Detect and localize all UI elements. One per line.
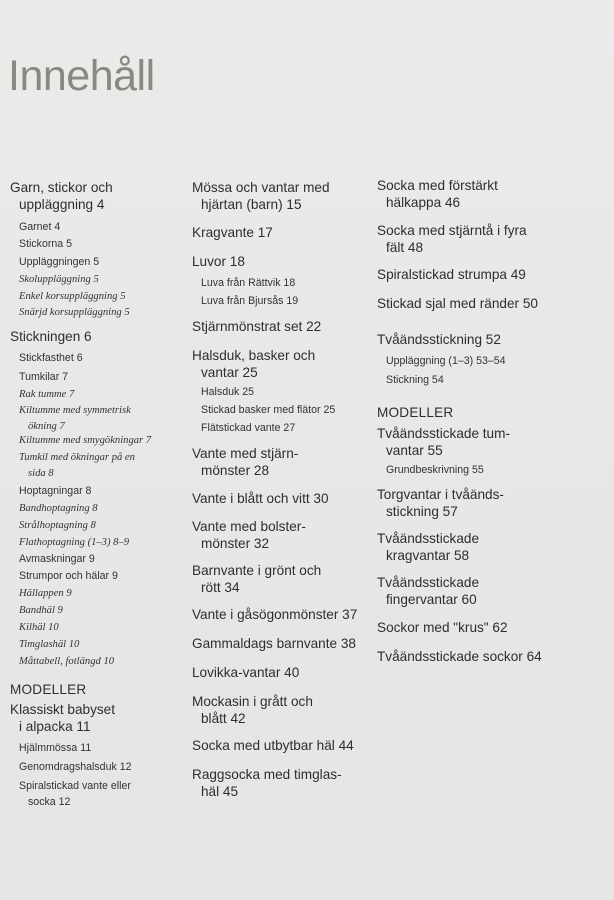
toc-subentry <box>10 305 197 321</box>
toc-entry-line: Halsduk, basker och <box>192 348 316 363</box>
toc-subentry <box>10 237 197 253</box>
toc-entry-line: Tvåändsstickning 52 <box>377 332 501 347</box>
toc-entry <box>192 738 374 755</box>
toc-subentry <box>377 463 586 479</box>
toc-entry-line: Flathoptagning (1–3) 8–9 <box>19 537 130 548</box>
toc-entry-line: Strålhoptagning 8 <box>19 520 96 531</box>
toc-entry-line: Socka med förstärkt <box>377 178 498 193</box>
toc-entry-line: hälkappa 46 <box>386 194 461 210</box>
toc-entry-line: Hjälmmössa 11 <box>19 742 92 754</box>
toc-entry-line: Stickad basker med flätor 25 <box>201 404 336 416</box>
toc-entry <box>377 487 577 520</box>
toc-entry-line: Stickorna 5 <box>19 238 72 250</box>
toc-entry-line: Tumkilar 7 <box>19 371 69 383</box>
toc-entry-line: Bandhäl 9 <box>19 605 63 616</box>
toc-entry-line: Strumpor och hälar 9 <box>19 570 118 582</box>
toc-subentry <box>10 255 197 271</box>
toc-entry <box>192 491 374 508</box>
toc-entry-line: Sockor med "krus" 62 <box>377 620 508 635</box>
toc-subentry <box>10 779 197 811</box>
toc-subentry <box>10 552 197 568</box>
toc-entry-line: Kilhäl 10 <box>19 622 59 633</box>
toc-subentry <box>10 620 197 636</box>
toc-entry <box>377 332 577 349</box>
toc-subentry <box>192 421 383 437</box>
toc-entry <box>192 446 374 479</box>
toc-subentry <box>10 289 197 305</box>
toc-entry-line: Avmaskningar 9 <box>19 553 95 565</box>
toc-entry-line: Hällappen 9 <box>19 588 72 599</box>
toc-entry-line: Vante med stjärn- <box>192 446 299 461</box>
toc-entry-line: vantar 55 <box>386 442 443 458</box>
toc-entry <box>10 702 188 735</box>
toc-entry-line: mönster 32 <box>201 535 270 551</box>
toc-entry <box>192 254 374 271</box>
toc-entry-line: Genomdragshalsduk 12 <box>19 761 132 773</box>
toc-entry <box>10 329 188 346</box>
toc-entry <box>377 178 577 211</box>
toc-entry-line: stickning 57 <box>386 503 458 519</box>
toc-subentry <box>192 403 383 419</box>
toc-entry-line: Kragvante 17 <box>192 225 273 240</box>
toc-entry-line: vantar 25 <box>201 364 258 380</box>
toc-entry-line: Enkel korsuppläggning 5 <box>19 291 126 302</box>
page-title: Innehåll <box>8 52 155 100</box>
toc-entry-line: MODELLER <box>377 405 454 420</box>
toc-entry-line: Skoluppläggning 5 <box>19 274 99 285</box>
toc-entry <box>377 296 577 313</box>
toc-subentry <box>10 760 197 776</box>
toc-subentry <box>10 535 197 551</box>
toc-subentry <box>10 654 197 670</box>
toc-entry-line: Spiralstickad vante eller <box>19 780 131 792</box>
toc-entry-line: Garnet 4 <box>19 221 61 233</box>
toc-subentry <box>10 272 197 288</box>
toc-entry-line: Tvåändsstickade <box>377 575 480 590</box>
toc-subentry <box>10 569 197 585</box>
toc-entry-line: Kiltumme med symmetrisk <box>19 405 131 416</box>
toc-entry-line: häl 45 <box>201 783 239 799</box>
toc-entry-line: Mockasin i grått och <box>192 694 313 709</box>
toc-entry-line: MODELLER <box>10 682 87 697</box>
toc-subentry <box>10 501 197 517</box>
toc-entry-line: Kiltumme med smygökningar 7 <box>19 435 152 446</box>
toc-entry-line: Tvåändsstickade <box>377 531 480 546</box>
toc-entry-line: Timglashäl 10 <box>19 639 80 650</box>
toc-entry-line: blått 42 <box>201 710 246 726</box>
toc-entry <box>377 426 577 459</box>
toc-entry-line: ökning 7 <box>28 420 65 432</box>
toc-entry-line: Måttabell, fotlängd 10 <box>19 656 115 667</box>
toc-entry <box>377 575 577 608</box>
toc-entry <box>192 665 374 682</box>
toc-entry-line: Garn, stickor och <box>10 180 113 195</box>
toc-entry-line: Tvåändsstickade tum- <box>377 426 510 441</box>
toc-subentry <box>192 385 383 401</box>
toc-entry-line: mönster 28 <box>201 462 270 478</box>
toc-entry-line: kragvantar 58 <box>386 547 470 563</box>
toc-entry-line: socka 12 <box>28 795 71 808</box>
toc-subentry <box>10 351 197 367</box>
toc-subentry <box>377 354 586 370</box>
toc-entry-line: Bandhoptagning 8 <box>19 503 98 514</box>
toc-entry-line: Stickning 54 <box>386 374 444 386</box>
toc-entry-line: Tvåändsstickade sockor 64 <box>377 649 542 664</box>
toc-entry-line: Snärjd korsuppläggning 5 <box>19 307 130 318</box>
toc-entry-line: Vante med bolster- <box>192 519 306 534</box>
toc-entry <box>377 223 577 256</box>
toc-subentry <box>192 276 383 292</box>
toc-subentry <box>10 220 197 236</box>
toc-subentry <box>10 484 197 500</box>
toc-entry-line: Stickad sjal med ränder 50 <box>377 296 538 311</box>
toc-entry-line: Torgvantar i tvåänds- <box>377 487 504 502</box>
toc-subentry <box>10 387 197 403</box>
toc-subentry <box>10 518 197 534</box>
section-heading <box>377 405 577 422</box>
toc-subentry <box>10 603 197 619</box>
toc-entry-line: Stickfasthet 6 <box>19 352 83 364</box>
toc-subentry <box>10 450 197 482</box>
toc-entry-line: Rak tumme 7 <box>19 389 75 400</box>
toc-entry-line: Tumkil med ökningar på en <box>19 452 135 463</box>
toc-entry-line: Vante i blått och vitt 30 <box>192 491 329 506</box>
toc-entry-line: Luvor 18 <box>192 254 245 269</box>
toc-entry <box>192 636 374 653</box>
toc-entry <box>10 180 188 213</box>
toc-entry-line: Halsduk 25 <box>201 386 254 398</box>
toc-subentry <box>377 373 586 389</box>
toc-entry-line: Grundbeskrivning 55 <box>386 464 484 476</box>
section-heading <box>10 682 188 699</box>
toc-entry <box>192 348 374 381</box>
toc-entry <box>377 267 577 284</box>
toc-entry-line: Vante i gåsögonmönster 37 <box>192 607 358 622</box>
toc-entry-line: Gammaldags barnvante 38 <box>192 636 356 651</box>
toc-entry-line: Spiralstickad strumpa 49 <box>377 267 526 282</box>
toc-entry-line: rött 34 <box>201 579 240 595</box>
toc-entry-line: Lovikka-vantar 40 <box>192 665 300 680</box>
toc-entry-line: Uppläggning (1–3) 53–54 <box>386 355 506 367</box>
toc-entry <box>192 519 374 552</box>
toc-entry-line: hjärtan (barn) 15 <box>201 196 302 212</box>
toc-entry-line: Socka med stjärntå i fyra <box>377 223 527 238</box>
toc-entry <box>192 180 374 213</box>
toc-entry-line: Luva från Bjursås 19 <box>201 295 299 307</box>
toc-entry-line: sida 8 <box>28 467 54 479</box>
toc-entry-line: fingervantar 60 <box>386 591 477 607</box>
toc-entry-line: Raggsocka med timglas- <box>192 767 342 782</box>
toc-entry <box>192 767 374 800</box>
toc-entry <box>377 531 577 564</box>
toc-subentry <box>10 433 197 449</box>
toc-entry <box>377 649 577 666</box>
toc-entry-line: Socka med utbytbar häl 44 <box>192 738 354 753</box>
toc-entry <box>192 319 374 336</box>
toc-entry <box>192 225 374 242</box>
toc-subentry <box>10 586 197 602</box>
toc-entry <box>192 694 374 727</box>
toc-entry <box>377 620 577 637</box>
toc-entry-line: Stjärnmönstrat set 22 <box>192 319 322 334</box>
toc-subentry <box>10 370 197 386</box>
toc-subentry <box>10 741 197 757</box>
toc-subentry <box>10 403 197 435</box>
toc-entry-line: Barnvante i grönt och <box>192 563 322 578</box>
toc-entry-line: Klassiskt babyset <box>10 702 116 717</box>
toc-entry-line: Mössa och vantar med <box>192 180 330 195</box>
toc-subentry <box>10 637 197 653</box>
toc-entry-line: Luva från Rättvik 18 <box>201 277 296 289</box>
toc-subentry <box>192 294 383 310</box>
toc-entry-line: Uppläggningen 5 <box>19 256 100 268</box>
toc-entry-line: uppläggning 4 <box>19 196 105 212</box>
toc-entry-line: Flätstickad vante 27 <box>201 422 296 434</box>
toc-entry-line: Hoptagningar 8 <box>19 485 92 497</box>
toc-entry-line: Stickningen 6 <box>10 329 92 344</box>
toc-entry-line: fält 48 <box>386 239 424 255</box>
toc-entry-line: i alpacka 11 <box>19 718 91 734</box>
toc-entry <box>192 607 374 624</box>
toc-entry <box>192 563 374 596</box>
